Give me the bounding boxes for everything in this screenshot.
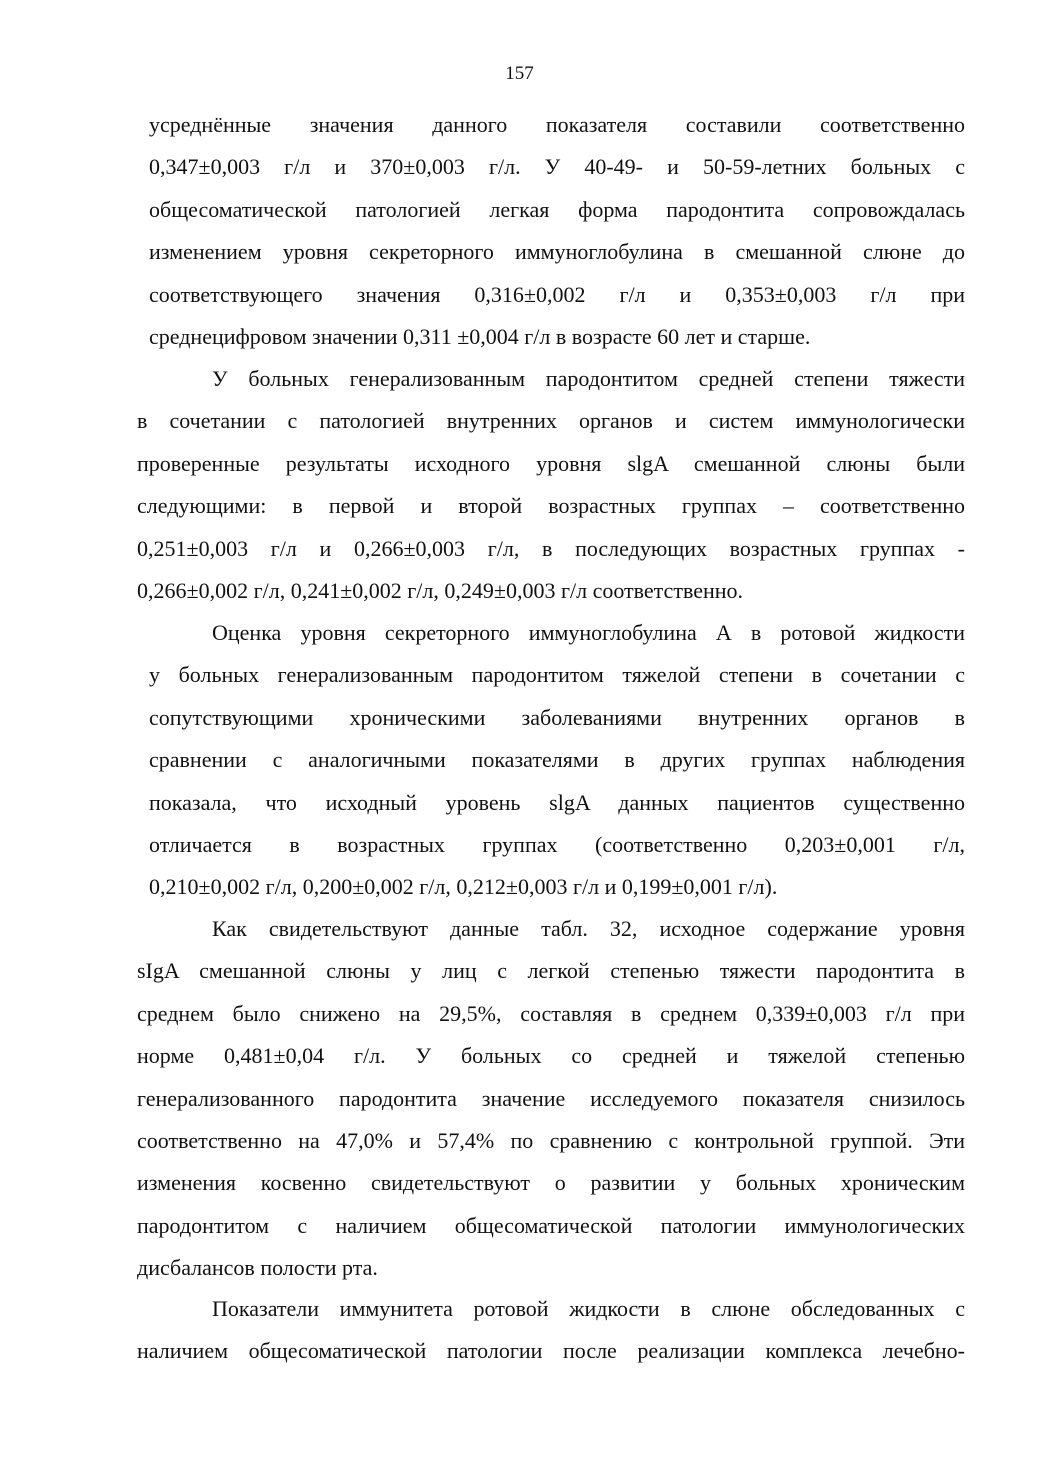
text-line: проверенные результаты исходного уровня slgA смешанной слюны были <box>137 450 965 476</box>
text-line: 0,347±0,003 г/л и 370±0,003 г/л. У 40-49- и 50-59-летних больных с <box>149 154 965 180</box>
text-line: дисбалансов полости рта. <box>137 1255 378 1281</box>
text-line: в сочетании с патологией внутренних органов и систем иммунологически <box>137 408 965 434</box>
text-line: Оценка уровня секреторного иммуноглобулина А в ротовой жидкости <box>212 620 965 645</box>
text-line: отличается в возрастных группах (соответственно 0,203±0,001 г/л, <box>149 831 965 857</box>
text-line: норме 0,481±0,04 г/л. У больных со средней и тяжелой степенью <box>137 1043 965 1069</box>
text-line: 0,266±0,002 г/л, 0,241±0,002 г/л, 0,249±0,003 г/л соответственно. <box>137 577 744 603</box>
text-line: У больных генерализованным пародонтитом средней степени тяжести <box>212 366 965 391</box>
paragraph-5 <box>137 1288 965 1373</box>
text-line: среднем было снижено на 29,5%, составляя в среднем 0,339±0,003 г/л при <box>137 1000 965 1026</box>
paragraph-3 <box>149 612 965 909</box>
text-line: наличием общесоматической патологии после реализации комплекса лечебно- <box>137 1338 965 1364</box>
text-line: изменения косвенно свидетельствуют о развитии у больных хроническим <box>137 1170 965 1196</box>
text-line: показала, что исходный уровень slgA данных пациентов существенно <box>149 789 965 815</box>
page-number: 157 <box>505 63 534 84</box>
text-line: сопутствующими хроническими заболеваниями внутренних органов в <box>149 704 965 730</box>
text-line: пародонтитом с наличием общесоматической патологии иммунологических <box>137 1212 965 1238</box>
text-line: изменением уровня секреторного иммуноглобулина в смешанной слюне до <box>149 239 965 265</box>
text-line: соответствующего значения 0,316±0,002 г/л и 0,353±0,003 г/л при <box>149 281 965 307</box>
text-line: усреднённые значения данного показателя составили соответственно <box>149 112 965 137</box>
text-line: среднецифровом значении 0,311 ±0,004 г/л в возрасте 60 лет и старше. <box>149 323 811 349</box>
text-line: у больных генерализованным пародонтитом тяжелой степени в сочетании с <box>149 662 965 688</box>
text-line: sIgA смешанной слюны у лиц с легкой степенью тяжести пародонтита в <box>137 958 965 984</box>
text-line: Показатели иммунитета ротовой жидкости в слюне обследованных с <box>212 1296 965 1321</box>
text-line: общесоматической патологией легкая форма пародонтита сопровождалась <box>149 196 965 222</box>
text-line: соответственно на 47,0% и 57,4% по сравнению с контрольной группой. Эти <box>137 1127 965 1153</box>
paragraph-1 <box>149 104 965 358</box>
text-line: Как свидетельствуют данные табл. 32, исходное содержание уровня <box>212 916 965 941</box>
paragraph-2 <box>137 358 965 612</box>
text-line: 0,251±0,003 г/л и 0,266±0,003 г/л, в последующих возрастных группах - <box>137 535 965 561</box>
text-line: 0,210±0,002 г/л, 0,200±0,002 г/л, 0,212±0,003 г/л и 0,199±0,001 г/л). <box>149 874 778 900</box>
text-line: генерализованного пародонтита значение исследуемого показателя снизилось <box>137 1085 965 1111</box>
text-line: сравнении с аналогичными показателями в других группах наблюдения <box>149 747 965 773</box>
paragraph-4 <box>137 908 965 1290</box>
text-line: следующими: в первой и второй возрастных группах – соответственно <box>137 493 965 519</box>
